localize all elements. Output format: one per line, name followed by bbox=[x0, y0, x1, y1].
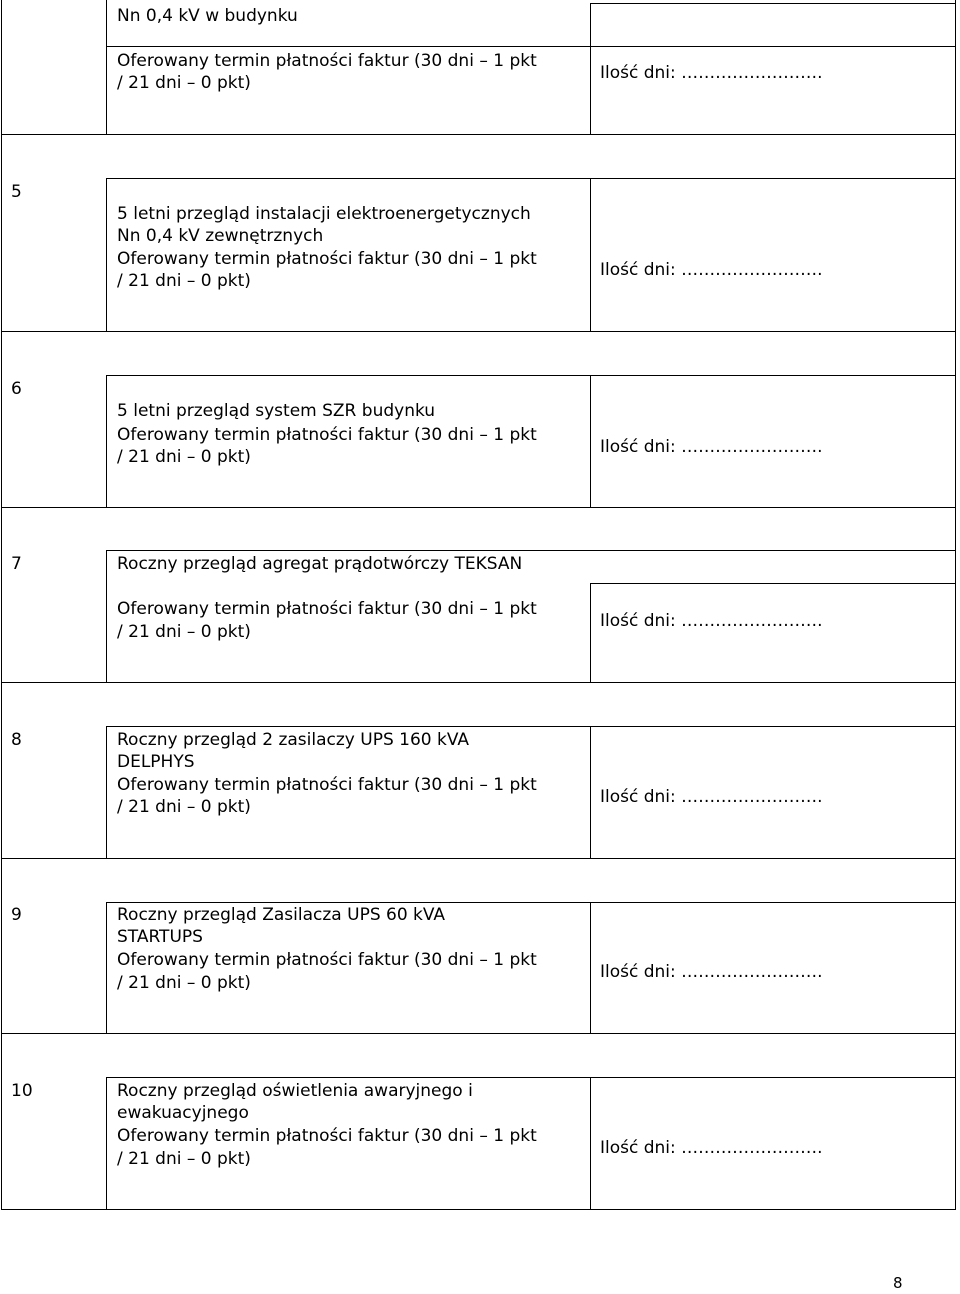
row-border bbox=[107, 550, 956, 551]
row-border bbox=[590, 583, 956, 584]
row-number: 8 bbox=[11, 730, 22, 750]
row-border bbox=[1, 1209, 956, 1210]
days-field[interactable]: Ilość dni: ……………………. bbox=[600, 787, 823, 807]
days-field[interactable]: Ilość dni: ……………………. bbox=[600, 260, 823, 280]
row-border bbox=[590, 3, 956, 4]
column-divider bbox=[590, 375, 591, 507]
row-number: 9 bbox=[11, 905, 22, 925]
row-title-line: Roczny przegląd Zasilacza UPS 60 kVA bbox=[117, 905, 446, 925]
column-divider bbox=[106, 550, 107, 682]
row-title-line: Roczny przegląd agregat prądotwórczy TEKSAN bbox=[117, 554, 523, 574]
row-title-line: Roczny przegląd oświetlenia awaryjnego i bbox=[117, 1081, 473, 1101]
column-divider bbox=[590, 726, 591, 858]
payment-terms-line: Oferowany termin płatności faktur (30 dni – 1 pkt bbox=[117, 950, 537, 970]
page-number: 8 bbox=[893, 1274, 903, 1292]
row-border bbox=[107, 375, 956, 376]
column-divider bbox=[590, 3, 591, 134]
column-divider bbox=[106, 178, 107, 331]
payment-terms-line: / 21 dni – 0 pkt) bbox=[117, 271, 251, 291]
payment-terms-line: / 21 dni – 0 pkt) bbox=[117, 1149, 251, 1169]
days-field[interactable]: Ilość dni: ……………………. bbox=[600, 611, 823, 631]
column-divider bbox=[106, 726, 107, 858]
row-border bbox=[1, 507, 956, 508]
row-border bbox=[1, 331, 956, 332]
table-border-right bbox=[955, 0, 956, 1210]
row-number: 5 bbox=[11, 182, 22, 202]
row-border bbox=[107, 726, 956, 727]
row-border bbox=[107, 178, 956, 179]
column-divider bbox=[590, 178, 591, 331]
row-border bbox=[1, 1033, 956, 1034]
column-divider bbox=[590, 1077, 591, 1210]
days-field[interactable]: Ilość dni: ……………………. bbox=[600, 962, 823, 982]
row-number: 6 bbox=[11, 379, 22, 399]
table-border-left bbox=[1, 0, 2, 1210]
row-border bbox=[1, 682, 956, 683]
row-title-line: STARTUPS bbox=[117, 927, 203, 947]
row-border bbox=[107, 902, 956, 903]
payment-terms-line: Oferowany termin płatności faktur (30 dni – 1 pkt bbox=[117, 425, 537, 445]
column-divider bbox=[106, 1077, 107, 1210]
column-divider bbox=[106, 375, 107, 507]
row-border bbox=[1, 134, 956, 135]
column-divider bbox=[590, 583, 591, 682]
payment-terms-line: / 21 dni – 0 pkt) bbox=[117, 73, 251, 93]
row-number: 7 bbox=[11, 554, 22, 574]
column-divider bbox=[106, 902, 107, 1033]
payment-terms-line: Oferowany termin płatności faktur (30 dni – 1 pkt bbox=[117, 599, 537, 619]
row-title-line: Roczny przegląd 2 zasilaczy UPS 160 kVA bbox=[117, 730, 470, 750]
payment-terms-line: / 21 dni – 0 pkt) bbox=[117, 973, 251, 993]
row-title-line: 5 letni przegląd system SZR budynku bbox=[117, 401, 436, 421]
days-field[interactable]: Ilość dni: ……………………. bbox=[600, 1138, 823, 1158]
column-divider bbox=[106, 0, 107, 134]
days-field[interactable]: Ilość dni: ……………………. bbox=[600, 63, 823, 83]
row-number: 10 bbox=[11, 1081, 33, 1101]
payment-terms-line: / 21 dni – 0 pkt) bbox=[117, 447, 251, 467]
row-title-line: 5 letni przegląd instalacji elektroenergetycznych bbox=[117, 204, 531, 224]
row-title-line: DELPHYS bbox=[117, 752, 195, 772]
payment-terms-line: / 21 dni – 0 pkt) bbox=[117, 797, 251, 817]
row-title-line: Nn 0,4 kV zewnętrznych bbox=[117, 226, 324, 246]
payment-terms-line: Oferowany termin płatności faktur (30 dni – 1 pkt bbox=[117, 249, 537, 269]
row-border bbox=[107, 46, 956, 47]
row-border bbox=[107, 1077, 956, 1078]
payment-terms-line: Oferowany termin płatności faktur (30 dni – 1 pkt bbox=[117, 1126, 537, 1146]
column-divider bbox=[590, 902, 591, 1033]
days-field[interactable]: Ilość dni: ……………………. bbox=[600, 437, 823, 457]
row-title-line: Nn 0,4 kV w budynku bbox=[117, 6, 298, 26]
row-border bbox=[1, 858, 956, 859]
row-title-line: ewakuacyjnego bbox=[117, 1103, 249, 1123]
payment-terms-line: Oferowany termin płatności faktur (30 dni – 1 pkt bbox=[117, 51, 537, 71]
payment-terms-line: / 21 dni – 0 pkt) bbox=[117, 622, 251, 642]
payment-terms-line: Oferowany termin płatności faktur (30 dni – 1 pkt bbox=[117, 775, 537, 795]
